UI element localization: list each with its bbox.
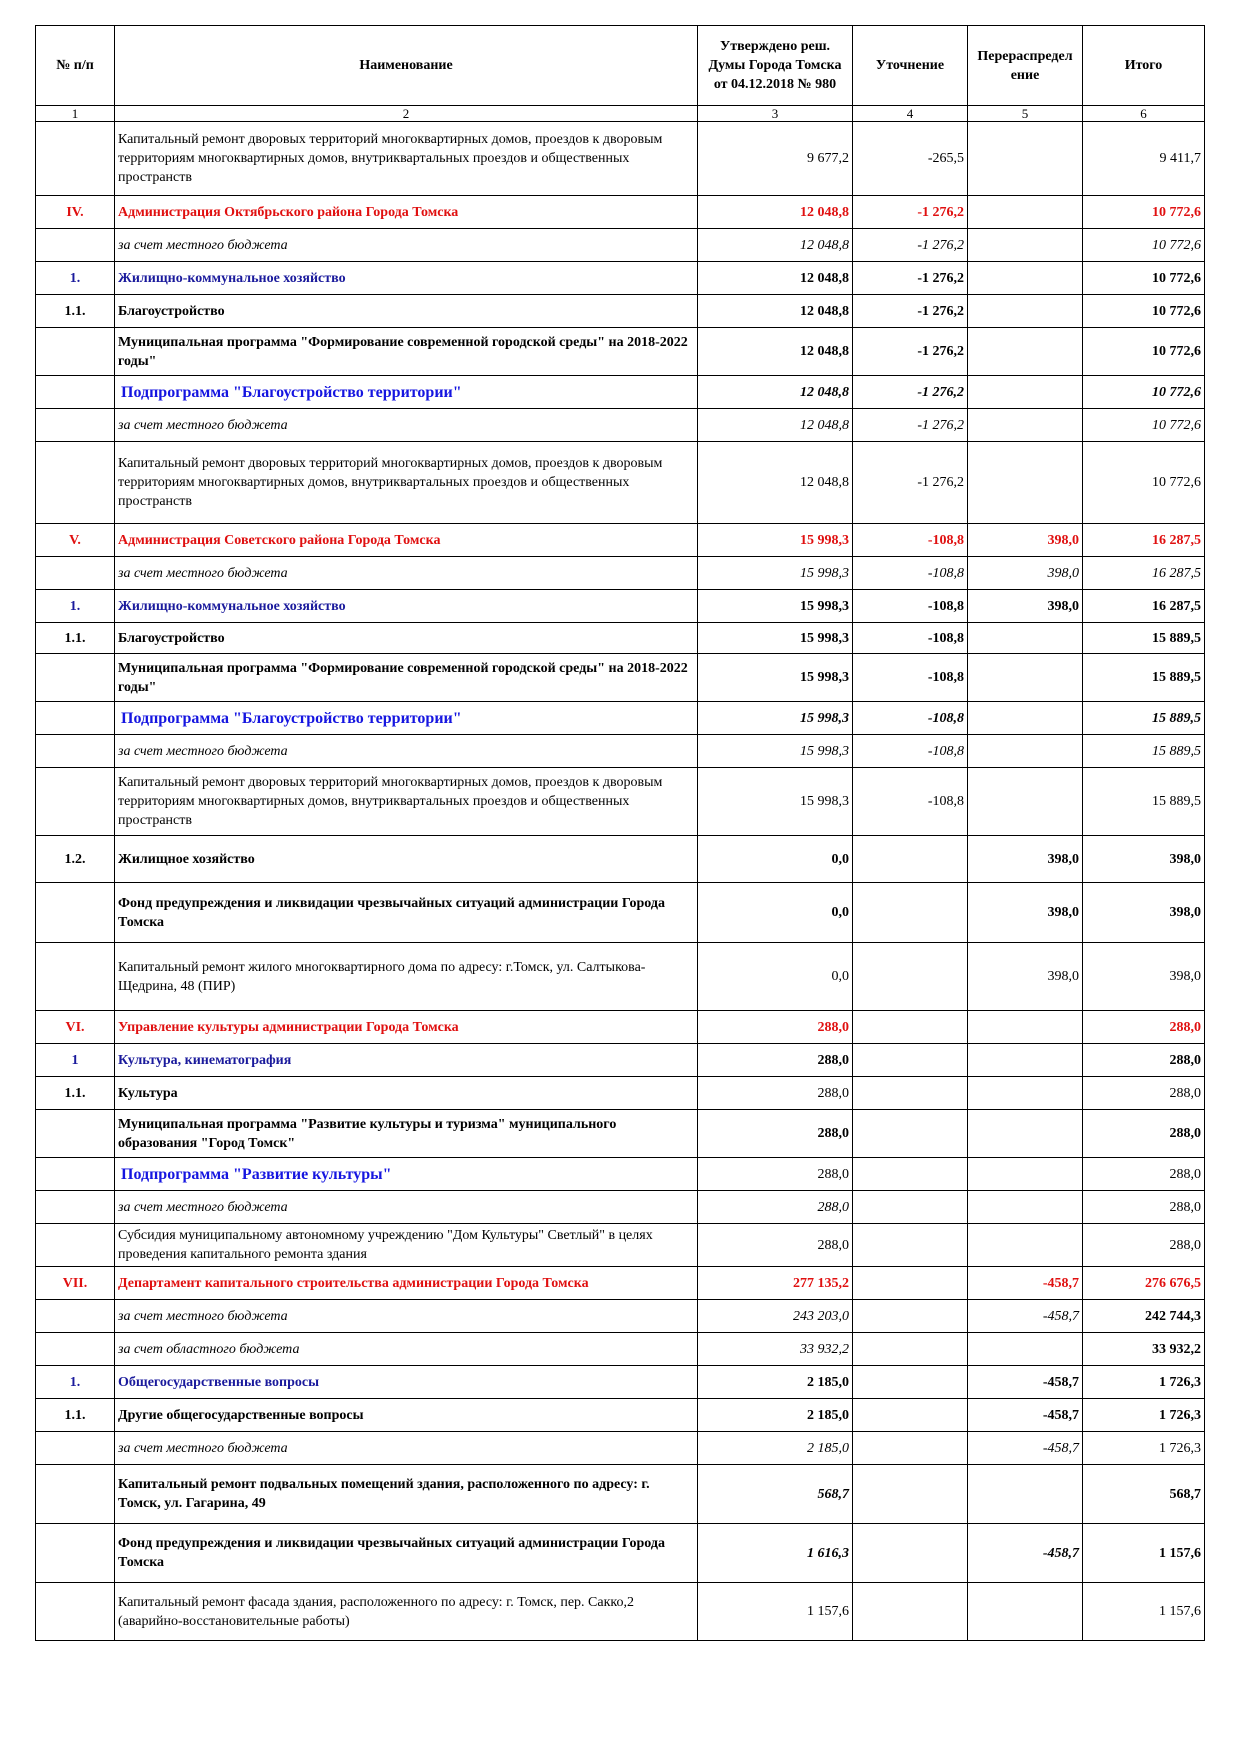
table-row: [36, 1583, 1205, 1641]
table-row: [36, 122, 1205, 196]
row-clarify: -265,5: [853, 122, 968, 196]
row-redistribution: [968, 376, 1083, 409]
row-name: Жилищное хозяйство: [115, 836, 698, 883]
table-row: [36, 702, 1205, 735]
table-row: [36, 1524, 1205, 1583]
header-clarify: Уточнение: [853, 26, 968, 106]
table-row: [36, 1011, 1205, 1044]
row-total: 10 772,6: [1083, 229, 1205, 262]
row-approved: 288,0: [698, 1077, 853, 1110]
row-clarify: [853, 1267, 968, 1300]
row-clarify: -1 276,2: [853, 229, 968, 262]
row-approved: 12 048,8: [698, 442, 853, 524]
row-clarify: -1 276,2: [853, 196, 968, 229]
row-total: 10 772,6: [1083, 442, 1205, 524]
row-total: 10 772,6: [1083, 295, 1205, 328]
row-total: 16 287,5: [1083, 590, 1205, 623]
row-name: Капитальный ремонт фасада здания, расположенного по адресу: г. Томск, пер. Сакко,2 (аварийно-восстановительные работы): [115, 1583, 698, 1641]
row-total: 1 157,6: [1083, 1583, 1205, 1641]
table-row: [36, 623, 1205, 654]
row-name: Жилищно-коммунальное хозяйство: [115, 262, 698, 295]
row-number: VII.: [36, 1267, 115, 1300]
table-row: [36, 768, 1205, 836]
table-row: [36, 943, 1205, 1011]
row-total: 10 772,6: [1083, 262, 1205, 295]
row-approved: 15 998,3: [698, 702, 853, 735]
row-approved: 2 185,0: [698, 1399, 853, 1432]
table-row: [36, 1300, 1205, 1333]
row-approved: 15 998,3: [698, 524, 853, 557]
row-name: Подпрограмма "Развитие культуры": [115, 1158, 698, 1191]
row-number: [36, 1333, 115, 1366]
row-redistribution: [968, 1011, 1083, 1044]
row-number: [36, 654, 115, 702]
row-approved: 15 998,3: [698, 654, 853, 702]
header-num: № п/п: [36, 26, 115, 106]
row-approved: 15 998,3: [698, 768, 853, 836]
row-number: [36, 1465, 115, 1524]
row-name: Подпрограмма "Благоустройство территории": [115, 376, 698, 409]
row-name: за счет местного бюджета: [115, 735, 698, 768]
row-clarify: -1 276,2: [853, 442, 968, 524]
table-row: [36, 442, 1205, 524]
header-total: Итого: [1083, 26, 1205, 106]
row-name: Культура: [115, 1077, 698, 1110]
row-approved: 2 185,0: [698, 1432, 853, 1465]
row-clarify: -108,8: [853, 702, 968, 735]
row-approved: 288,0: [698, 1191, 853, 1224]
column-number: 4: [853, 106, 968, 122]
row-number: [36, 122, 115, 196]
row-number: [36, 943, 115, 1011]
budget-table: [35, 25, 1205, 1641]
row-clarify: [853, 1366, 968, 1399]
row-clarify: [853, 1333, 968, 1366]
row-clarify: [853, 1399, 968, 1432]
row-total: 1 726,3: [1083, 1432, 1205, 1465]
row-redistribution: [968, 409, 1083, 442]
row-number: [36, 1191, 115, 1224]
table-row: [36, 196, 1205, 229]
row-clarify: [853, 1524, 968, 1583]
row-name: Администрация Советского района Города Томска: [115, 524, 698, 557]
row-approved: 1 616,3: [698, 1524, 853, 1583]
table-row: [36, 735, 1205, 768]
row-total: 33 932,2: [1083, 1333, 1205, 1366]
row-redistribution: [968, 1583, 1083, 1641]
row-approved: 288,0: [698, 1011, 853, 1044]
row-clarify: -108,8: [853, 654, 968, 702]
row-total: 1 726,3: [1083, 1366, 1205, 1399]
row-redistribution: [968, 654, 1083, 702]
row-redistribution: [968, 1158, 1083, 1191]
row-approved: 12 048,8: [698, 376, 853, 409]
row-number: 1.1.: [36, 623, 115, 654]
row-total: 568,7: [1083, 1465, 1205, 1524]
row-number: [36, 1158, 115, 1191]
row-name: Фонд предупреждения и ликвидации чрезвычайных ситуаций администрации Города Томска: [115, 1524, 698, 1583]
row-total: 15 889,5: [1083, 735, 1205, 768]
row-clarify: [853, 1300, 968, 1333]
row-number: 1.1.: [36, 1077, 115, 1110]
table-row: [36, 590, 1205, 623]
column-number: 5: [968, 106, 1083, 122]
header-approved: Утверждено реш. Думы Города Томска от 04.12.2018 № 980: [698, 26, 853, 106]
column-numbers-row: [36, 106, 1205, 122]
column-number: 1: [36, 106, 115, 122]
table-row: [36, 557, 1205, 590]
row-approved: 1 157,6: [698, 1583, 853, 1641]
row-total: 288,0: [1083, 1110, 1205, 1158]
row-redistribution: -458,7: [968, 1524, 1083, 1583]
row-redistribution: 398,0: [968, 524, 1083, 557]
table-row: [36, 1158, 1205, 1191]
row-redistribution: [968, 229, 1083, 262]
row-clarify: -1 276,2: [853, 376, 968, 409]
row-clarify: -108,8: [853, 735, 968, 768]
row-redistribution: 398,0: [968, 557, 1083, 590]
table-row: [36, 1465, 1205, 1524]
row-name: за счет местного бюджета: [115, 1432, 698, 1465]
row-clarify: [853, 1432, 968, 1465]
table-row: [36, 229, 1205, 262]
row-number: [36, 1524, 115, 1583]
row-name: Управление культуры администрации Города Томска: [115, 1011, 698, 1044]
row-clarify: [853, 1110, 968, 1158]
row-total: 10 772,6: [1083, 196, 1205, 229]
row-name: за счет местного бюджета: [115, 409, 698, 442]
row-clarify: [853, 836, 968, 883]
row-clarify: -108,8: [853, 590, 968, 623]
table-row: [36, 1224, 1205, 1267]
row-approved: 9 677,2: [698, 122, 853, 196]
row-number: [36, 376, 115, 409]
row-name: Департамент капитального строительства администрации Города Томска: [115, 1267, 698, 1300]
row-number: [36, 768, 115, 836]
row-approved: 288,0: [698, 1110, 853, 1158]
row-clarify: -1 276,2: [853, 328, 968, 376]
row-name: Жилищно-коммунальное хозяйство: [115, 590, 698, 623]
row-name: Муниципальная программа "Формирование современной городской среды" на 2018-2022 годы": [115, 328, 698, 376]
row-approved: 33 932,2: [698, 1333, 853, 1366]
row-redistribution: 398,0: [968, 590, 1083, 623]
row-number: 1.: [36, 262, 115, 295]
row-total: 398,0: [1083, 943, 1205, 1011]
row-total: 288,0: [1083, 1011, 1205, 1044]
row-number: [36, 702, 115, 735]
row-redistribution: [968, 1333, 1083, 1366]
row-total: 10 772,6: [1083, 409, 1205, 442]
row-number: 1.1.: [36, 295, 115, 328]
row-name: Другие общегосударственные вопросы: [115, 1399, 698, 1432]
row-clarify: -108,8: [853, 524, 968, 557]
row-number: [36, 1432, 115, 1465]
row-approved: 12 048,8: [698, 295, 853, 328]
row-redistribution: [968, 1191, 1083, 1224]
row-number: [36, 1224, 115, 1267]
row-approved: 15 998,3: [698, 557, 853, 590]
table-row: [36, 1044, 1205, 1077]
row-number: 1.1.: [36, 1399, 115, 1432]
row-redistribution: [968, 623, 1083, 654]
row-total: 16 287,5: [1083, 524, 1205, 557]
row-total: 398,0: [1083, 836, 1205, 883]
row-total: 242 744,3: [1083, 1300, 1205, 1333]
row-total: 276 676,5: [1083, 1267, 1205, 1300]
table-row: [36, 1267, 1205, 1300]
row-redistribution: [968, 1110, 1083, 1158]
row-name: Подпрограмма "Благоустройство территории": [115, 702, 698, 735]
row-approved: 0,0: [698, 943, 853, 1011]
row-approved: 2 185,0: [698, 1366, 853, 1399]
row-clarify: [853, 1583, 968, 1641]
row-approved: 243 203,0: [698, 1300, 853, 1333]
row-redistribution: [968, 442, 1083, 524]
row-number: [36, 1300, 115, 1333]
row-approved: 12 048,8: [698, 196, 853, 229]
row-redistribution: -458,7: [968, 1432, 1083, 1465]
row-approved: 15 998,3: [698, 623, 853, 654]
column-number: 6: [1083, 106, 1205, 122]
row-approved: 12 048,8: [698, 229, 853, 262]
row-clarify: -1 276,2: [853, 409, 968, 442]
row-redistribution: -458,7: [968, 1399, 1083, 1432]
row-approved: 288,0: [698, 1044, 853, 1077]
row-number: 1: [36, 1044, 115, 1077]
row-approved: 288,0: [698, 1224, 853, 1267]
row-total: 15 889,5: [1083, 768, 1205, 836]
row-clarify: -108,8: [853, 623, 968, 654]
row-approved: 277 135,2: [698, 1267, 853, 1300]
row-name: Общегосударственные вопросы: [115, 1366, 698, 1399]
column-number: 2: [115, 106, 698, 122]
row-name: Благоустройство: [115, 623, 698, 654]
row-clarify: [853, 1465, 968, 1524]
row-name: за счет областного бюджета: [115, 1333, 698, 1366]
table-row: [36, 883, 1205, 943]
row-number: V.: [36, 524, 115, 557]
row-clarify: [853, 1077, 968, 1110]
row-name: Благоустройство: [115, 295, 698, 328]
row-redistribution: [968, 295, 1083, 328]
row-clarify: [853, 1044, 968, 1077]
row-total: 288,0: [1083, 1077, 1205, 1110]
row-redistribution: [968, 702, 1083, 735]
header-name: Наименование: [115, 26, 698, 106]
row-redistribution: 398,0: [968, 943, 1083, 1011]
row-number: [36, 328, 115, 376]
row-redistribution: 398,0: [968, 883, 1083, 943]
row-name: Капитальный ремонт жилого многоквартирного дома по адресу: г.Томск, ул. Салтыкова-Щедрина, 48 (ПИР): [115, 943, 698, 1011]
row-clarify: -108,8: [853, 768, 968, 836]
row-number: IV.: [36, 196, 115, 229]
row-approved: 12 048,8: [698, 409, 853, 442]
row-redistribution: -458,7: [968, 1300, 1083, 1333]
row-name: за счет местного бюджета: [115, 1300, 698, 1333]
row-redistribution: [968, 1077, 1083, 1110]
table-row: [36, 524, 1205, 557]
row-number: [36, 883, 115, 943]
row-approved: 0,0: [698, 836, 853, 883]
row-number: [36, 735, 115, 768]
row-approved: 0,0: [698, 883, 853, 943]
row-total: 15 889,5: [1083, 702, 1205, 735]
row-redistribution: [968, 1044, 1083, 1077]
row-total: 10 772,6: [1083, 376, 1205, 409]
row-total: 398,0: [1083, 883, 1205, 943]
row-number: [36, 442, 115, 524]
row-number: [36, 409, 115, 442]
row-name: за счет местного бюджета: [115, 557, 698, 590]
row-clarify: [853, 1224, 968, 1267]
row-name: Капитальный ремонт дворовых территорий многоквартирных домов, проездов к дворовым территориям многоквартирных домов, внутриквартальных проездов и общественных пространств: [115, 122, 698, 196]
row-approved: 568,7: [698, 1465, 853, 1524]
row-number: 1.: [36, 590, 115, 623]
row-approved: 288,0: [698, 1158, 853, 1191]
row-redistribution: [968, 262, 1083, 295]
header-redistribution: Перераспредел ение: [968, 26, 1083, 106]
row-name: Капитальный ремонт подвальных помещений здания, расположенного по адресу: г. Томск, ул. Гагарина, 49: [115, 1465, 698, 1524]
column-number: 3: [698, 106, 853, 122]
row-name: Муниципальная программа "Развитие культуры и туризма" муниципального образования "Город Томск": [115, 1110, 698, 1158]
table-row: [36, 836, 1205, 883]
row-approved: 15 998,3: [698, 735, 853, 768]
row-approved: 15 998,3: [698, 590, 853, 623]
table-row: [36, 1077, 1205, 1110]
table-row: [36, 1191, 1205, 1224]
row-total: 288,0: [1083, 1158, 1205, 1191]
header-row: [36, 26, 1205, 106]
row-redistribution: [968, 122, 1083, 196]
row-approved: 12 048,8: [698, 262, 853, 295]
row-total: 288,0: [1083, 1191, 1205, 1224]
row-redistribution: [968, 328, 1083, 376]
row-total: 15 889,5: [1083, 623, 1205, 654]
row-total: 1 157,6: [1083, 1524, 1205, 1583]
table-row: [36, 1366, 1205, 1399]
row-total: 1 726,3: [1083, 1399, 1205, 1432]
row-number: 1.: [36, 1366, 115, 1399]
row-total: 10 772,6: [1083, 328, 1205, 376]
row-name: Муниципальная программа "Формирование современной городской среды" на 2018-2022 годы": [115, 654, 698, 702]
table-row: [36, 409, 1205, 442]
row-clarify: [853, 1011, 968, 1044]
row-number: [36, 229, 115, 262]
row-number: [36, 1583, 115, 1641]
row-number: [36, 557, 115, 590]
table-row: [36, 262, 1205, 295]
row-clarify: -108,8: [853, 557, 968, 590]
row-redistribution: [968, 1465, 1083, 1524]
row-number: 1.2.: [36, 836, 115, 883]
row-redistribution: 398,0: [968, 836, 1083, 883]
row-redistribution: [968, 196, 1083, 229]
row-name: Фонд предупреждения и ликвидации чрезвычайных ситуаций администрации Города Томска: [115, 883, 698, 943]
table-row: [36, 328, 1205, 376]
row-name: за счет местного бюджета: [115, 229, 698, 262]
row-name: Культура, кинематография: [115, 1044, 698, 1077]
row-redistribution: -458,7: [968, 1267, 1083, 1300]
row-approved: 12 048,8: [698, 328, 853, 376]
row-redistribution: -458,7: [968, 1366, 1083, 1399]
row-clarify: -1 276,2: [853, 295, 968, 328]
table-row: [36, 1333, 1205, 1366]
row-clarify: [853, 883, 968, 943]
row-name: за счет местного бюджета: [115, 1191, 698, 1224]
table-row: [36, 654, 1205, 702]
table-row: [36, 376, 1205, 409]
row-clarify: [853, 943, 968, 1011]
table-row: [36, 295, 1205, 328]
row-total: 15 889,5: [1083, 654, 1205, 702]
row-name: Субсидия муниципальному автономному учреждению "Дом Культуры" Светлый" в целях проведения капитального ремонта здания: [115, 1224, 698, 1267]
row-redistribution: [968, 1224, 1083, 1267]
row-name: Капитальный ремонт дворовых территорий многоквартирных домов, проездов к дворовым территориям многоквартирных домов, внутриквартальных проездов и общественных пространств: [115, 768, 698, 836]
table-row: [36, 1110, 1205, 1158]
row-total: 288,0: [1083, 1044, 1205, 1077]
row-number: VI.: [36, 1011, 115, 1044]
row-clarify: [853, 1191, 968, 1224]
row-total: 9 411,7: [1083, 122, 1205, 196]
row-redistribution: [968, 735, 1083, 768]
table-row: [36, 1432, 1205, 1465]
row-clarify: -1 276,2: [853, 262, 968, 295]
row-clarify: [853, 1158, 968, 1191]
row-number: [36, 1110, 115, 1158]
row-total: 288,0: [1083, 1224, 1205, 1267]
row-total: 16 287,5: [1083, 557, 1205, 590]
row-redistribution: [968, 768, 1083, 836]
row-name: Капитальный ремонт дворовых территорий многоквартирных домов, проездов к дворовым территориям многоквартирных домов, внутриквартальных проездов и общественных пространств: [115, 442, 698, 524]
table-row: [36, 1399, 1205, 1432]
row-name: Администрация Октябрьского района Города Томска: [115, 196, 698, 229]
